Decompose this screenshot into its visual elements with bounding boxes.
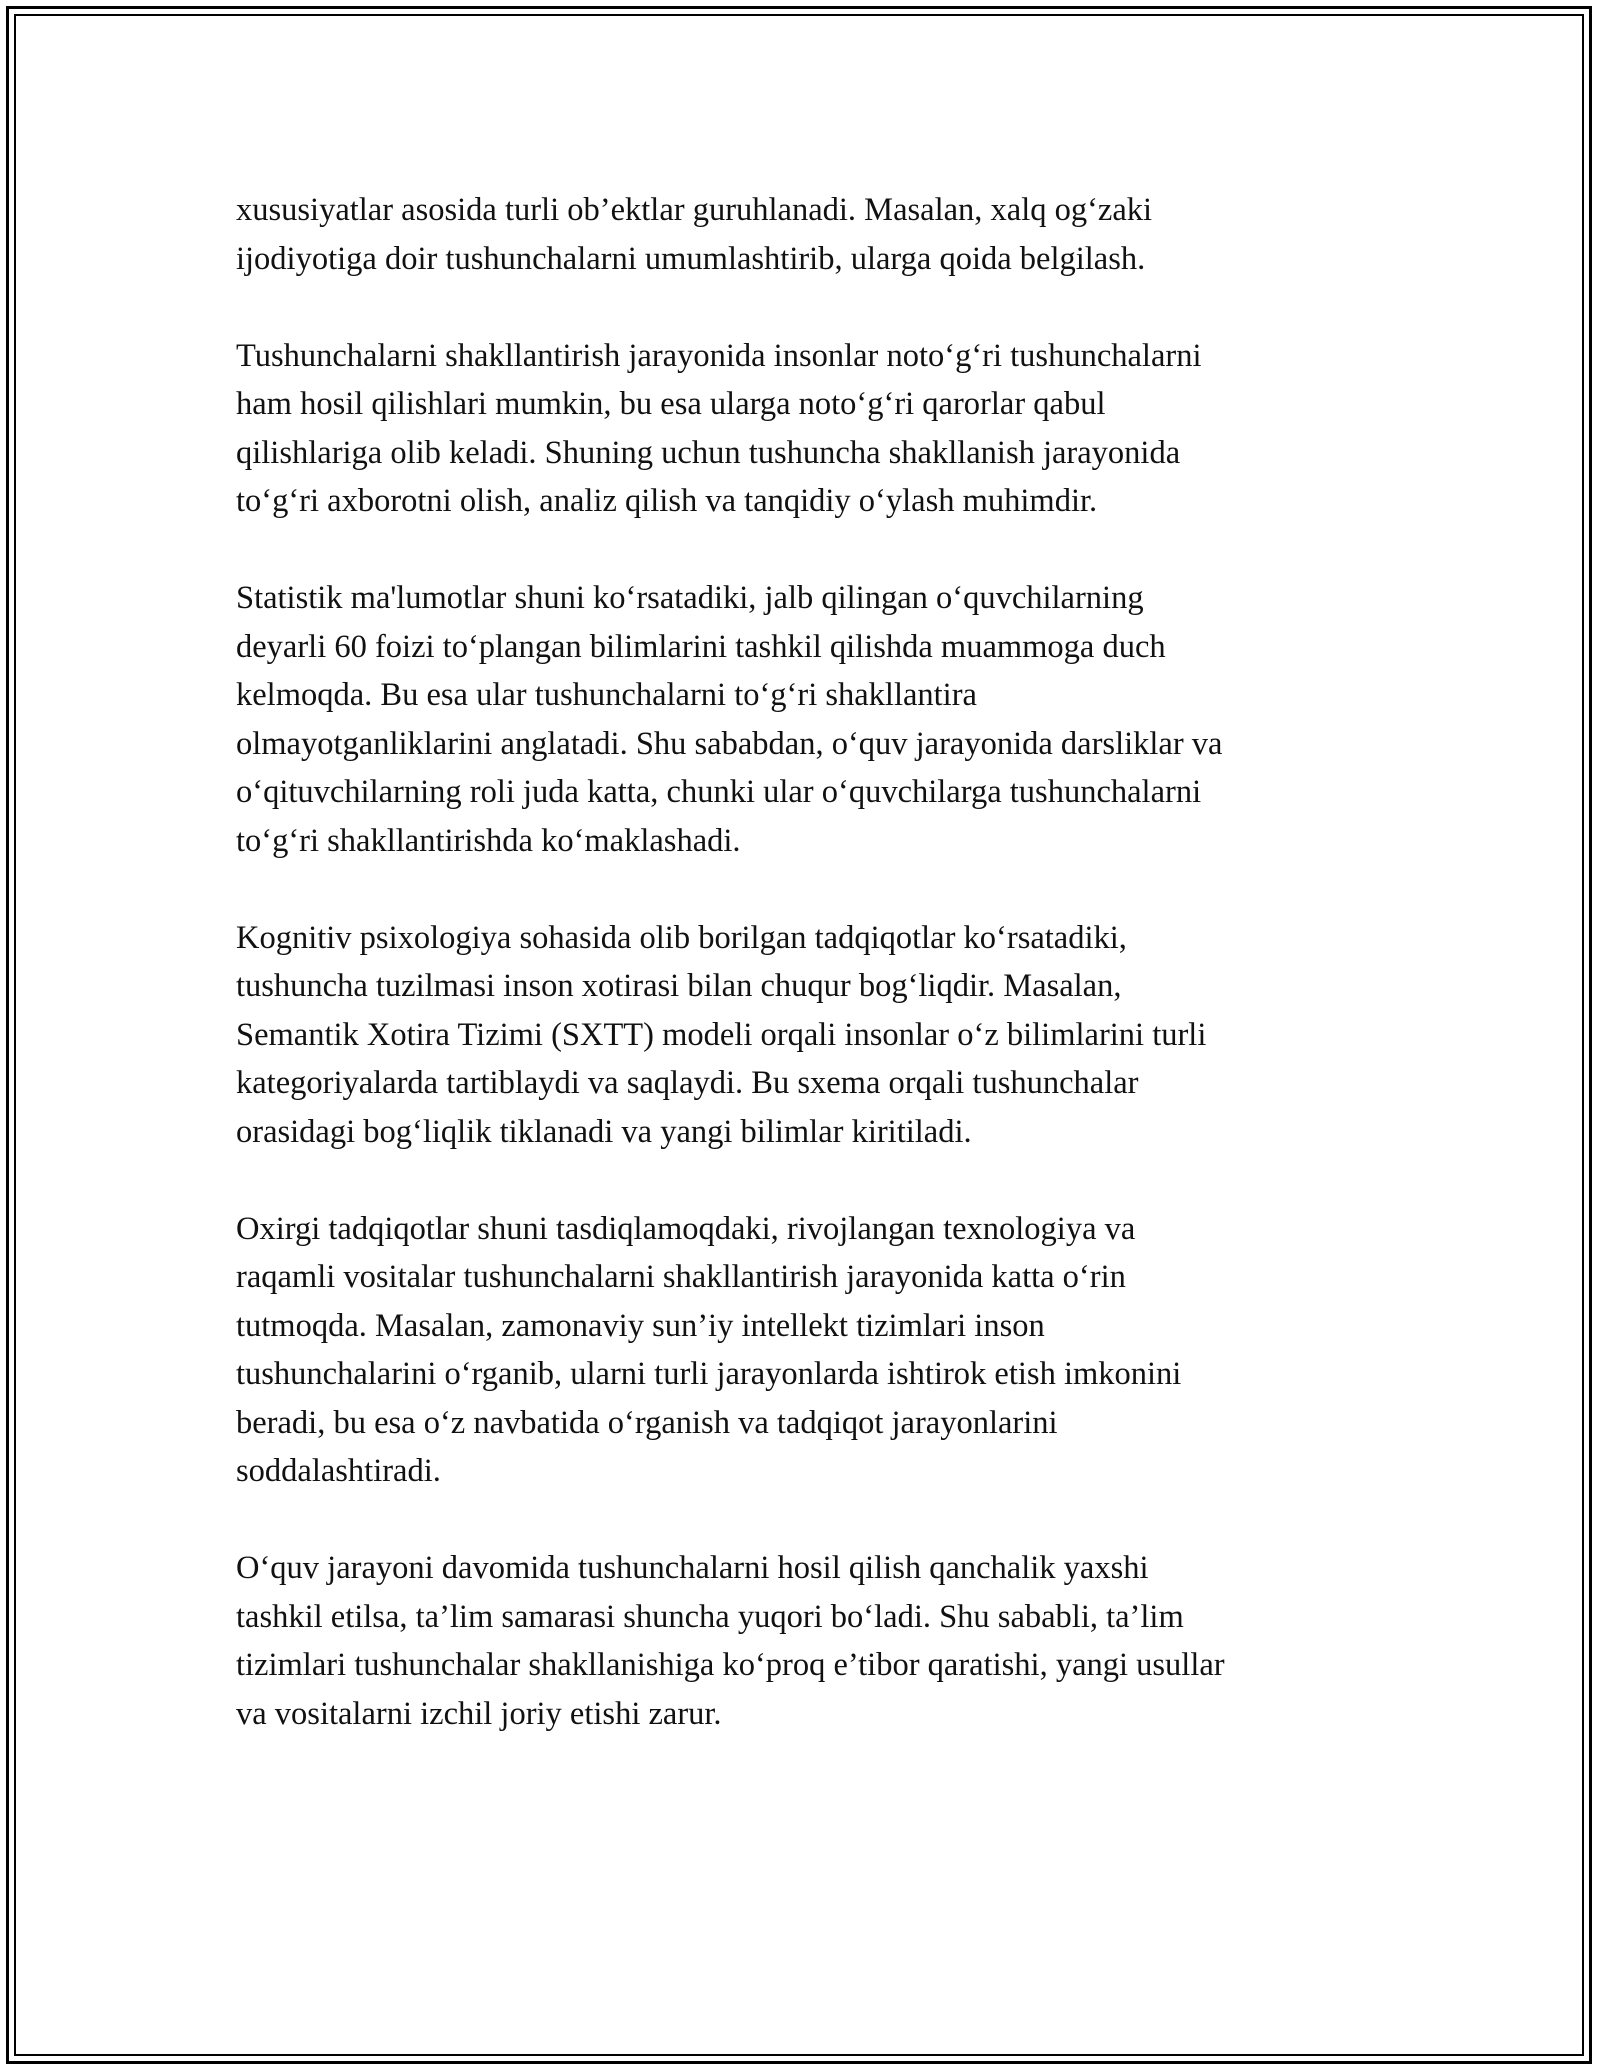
paragraph-5 <box>236 1205 1356 1496</box>
document-body <box>236 186 1356 1787</box>
text-line: Oxirgi tadqiqotlar shuni tasdiqlamoqdaki, rivojlangan texnologiya va <box>236 1210 1136 1247</box>
text-line: soddalashtiradi. <box>236 1453 441 1489</box>
text-line: tashkil etilsa, ta’lim samarasi shuncha yuqori bo‘ladi. Shu sababli, ta’lim <box>236 1598 1184 1635</box>
paragraph-3 <box>236 574 1356 865</box>
text-line: xususiyatlar asosida turli ob’ektlar guruhlanadi. Masalan, xalq og‘zaki <box>236 192 1153 228</box>
text-line: to‘g‘ri shakllantirishda ko‘maklashadi. <box>236 822 741 859</box>
text-line: tutmoqda. Masalan, zamonaviy sun’iy intellekt tizimlari inson <box>236 1307 1045 1344</box>
text-line: tizimlari tushunchalar shakllanishiga ko‘proq e’tibor qaratishi, yangi usullar <box>236 1647 1225 1683</box>
text-line: o‘qituvchilarning roli juda katta, chunki ular o‘quvchilarga tushunchalarni <box>236 774 1202 810</box>
text-line: Kognitiv psixologiya sohasida olib borilgan tadqiqotlar ko‘rsatadiki, <box>236 919 1127 956</box>
text-line: Statistik ma'lumotlar shuni ko‘rsatadiki, jalb qilingan o‘quvchilarning <box>236 580 1144 616</box>
text-line: olmayotganliklarini anglatadi. Shu sababdan, o‘quv jarayonida darsliklar va <box>236 725 1223 762</box>
text-line: ham hosil qilishlari mumkin, bu esa ularga noto‘g‘ri qarorlar qabul <box>236 386 1106 422</box>
text-line: O‘quv jarayoni davomida tushunchalarni hosil qilish qanchalik yaxshi <box>236 1550 1149 1586</box>
paragraph-2 <box>236 332 1356 526</box>
text-line: va vositalarni izchil joriy etishi zarur. <box>236 1695 722 1732</box>
text-line: qilishlariga olib keladi. Shuning uchun tushuncha shakllanish jarayonida <box>236 434 1181 471</box>
text-line: kategoriyalarda tartiblaydi va saqlaydi. Bu sxema orqali tushunchalar <box>236 1065 1139 1101</box>
paragraph-4 <box>236 914 1356 1157</box>
text-line: orasidagi bog‘liqlik tiklanadi va yangi bilimlar kiritiladi. <box>236 1113 972 1150</box>
text-line: Semantik Xotira Tizimi (SXTT) modeli orqali insonlar o‘z bilimlarini turli <box>236 1016 1207 1053</box>
text-line: raqamli vositalar tushunchalarni shakllantirish jarayonida katta o‘rin <box>236 1259 1126 1295</box>
text-line: tushuncha tuzilmasi inson xotirasi bilan chuqur bog‘liqdir. Masalan, <box>236 968 1122 1004</box>
paragraph-6 <box>236 1544 1356 1738</box>
text-line: kelmoqda. Bu esa ular tushunchalarni to‘g‘ri shakllantira <box>236 677 977 713</box>
text-line: tushunchalarini o‘rganib, ularni turli jarayonlarda ishtirok etish imkonini <box>236 1356 1182 1392</box>
text-line: beradi, bu esa o‘z navbatida o‘rganish va tadqiqot jarayonlarini <box>236 1404 1058 1441</box>
paragraph-1 <box>236 186 1356 283</box>
text-line: Tushunchalarni shakllantirish jarayonida insonlar noto‘g‘ri tushunchalarni <box>236 337 1202 374</box>
text-line: ijodiyotiga doir tushunchalarni umumlashtirib, ularga qoida belgilash. <box>236 240 1146 277</box>
text-line: to‘g‘ri axborotni olish, analiz qilish va tanqidiy o‘ylash muhimdir. <box>236 483 1098 519</box>
text-line: deyarli 60 foizi to‘plangan bilimlarini tashkil qilishda muammoga duch <box>236 628 1166 665</box>
